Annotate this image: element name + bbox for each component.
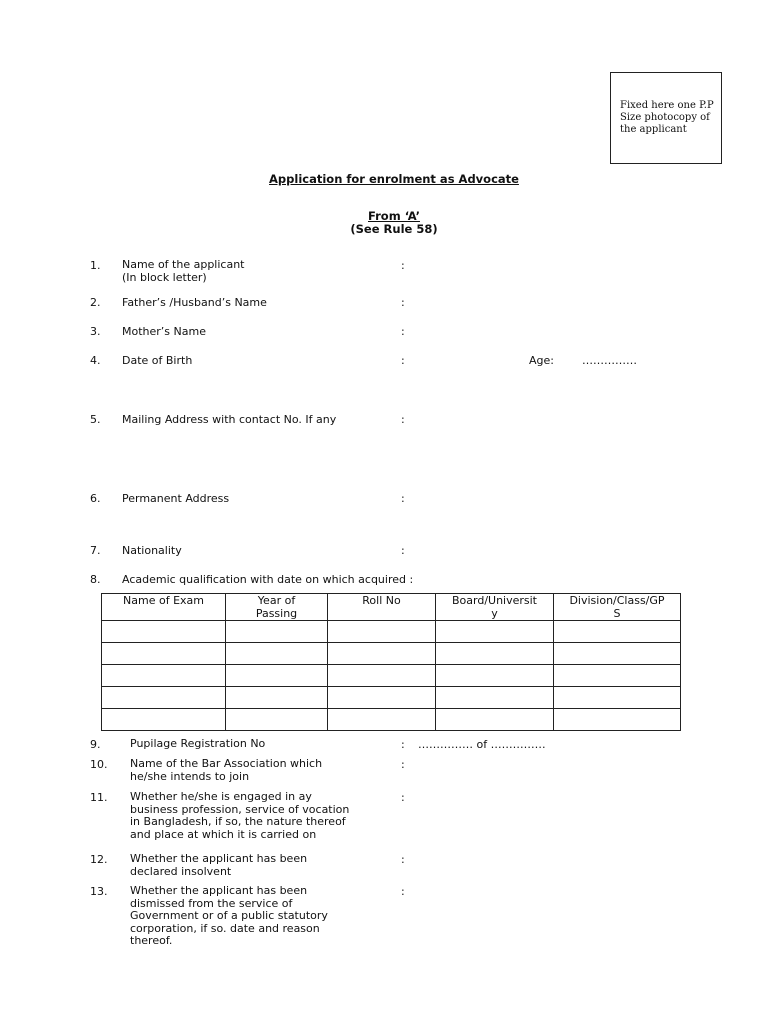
field-1-label-text: Name of the applicant: [122, 258, 245, 271]
field-11-label-line-1: Whether he/she is engaged in ay: [130, 790, 312, 803]
table-cell[interactable]: [226, 709, 328, 731]
field-13-label-line-5: thereof.: [130, 934, 173, 947]
field-11-number: 11.: [90, 791, 108, 804]
age-value: ……………: [582, 354, 637, 367]
photo-box-line-3: the applicant: [620, 124, 687, 135]
table-cell[interactable]: [328, 643, 436, 665]
field-6-number: 6.: [90, 492, 101, 505]
qualification-table: [101, 593, 681, 731]
photo-placeholder-box: [610, 72, 722, 164]
field-1-sublabel: (In block letter): [122, 270, 207, 284]
header-name-of-exam: [102, 594, 226, 621]
field-10-label-line-1: Name of the Bar Association which: [130, 757, 323, 770]
field-13-label-line-3: Government or of a public statutory: [130, 909, 328, 922]
field-2-number: 2.: [90, 296, 101, 309]
header-year-line-2: Passing: [255, 606, 298, 620]
field-13-label: [130, 885, 388, 948]
table-cell[interactable]: [226, 643, 328, 665]
field-12-label-line-2: declared insolvent: [130, 864, 232, 878]
table-cell[interactable]: [102, 621, 226, 643]
field-7-number: 7.: [90, 544, 101, 557]
table-row: [102, 621, 681, 643]
header-board-line-2: y: [491, 606, 498, 620]
field-2-colon: :: [401, 296, 405, 309]
header-year-of-passing: [226, 594, 328, 621]
field-5-number: 5.: [90, 413, 101, 426]
field-11-colon: :: [401, 791, 405, 804]
field-1-colon: :: [401, 259, 405, 272]
field-1-number: 1.: [90, 259, 101, 272]
field-10-colon: :: [401, 758, 405, 771]
table-cell[interactable]: [328, 709, 436, 731]
header-division-line-2: S: [613, 606, 621, 620]
table-cell[interactable]: [436, 709, 554, 731]
table-cell[interactable]: [102, 665, 226, 687]
header-board-line-1: Board/Universit: [451, 594, 537, 607]
page-title: Application for enrolment as Advocate: [269, 172, 519, 186]
field-13-label-line-1: Whether the applicant has been: [130, 884, 308, 897]
field-10-label-line-2: he/she intends to join: [130, 769, 250, 783]
field-11-label: [130, 791, 388, 841]
table-row: [102, 709, 681, 731]
table-cell[interactable]: [102, 643, 226, 665]
table-cell[interactable]: [436, 687, 554, 709]
field-12-label: [130, 853, 388, 878]
field-11-label-line-4: and place at which it is carried on: [130, 827, 317, 841]
field-13-colon: :: [401, 885, 405, 898]
field-2-label: Father’s /Husband’s Name: [122, 296, 267, 309]
field-7-label: Nationality: [122, 544, 182, 557]
field-6-label: Permanent Address: [122, 492, 230, 505]
form-name: From ‘A’: [368, 209, 420, 223]
field-10-number: 10.: [90, 758, 108, 771]
age-label: Age:: [529, 354, 554, 367]
table-cell[interactable]: [436, 621, 554, 643]
rule-reference: (See Rule 58): [350, 222, 438, 236]
field-9-label-line-1: Pupilage Registration No: [130, 737, 266, 750]
table-cell[interactable]: [328, 665, 436, 687]
table-cell[interactable]: [554, 621, 681, 643]
photo-box-line-2: Size photocopy of: [620, 112, 710, 123]
field-9-value: …………… of ……………: [418, 738, 546, 751]
field-4-label: Date of Birth: [122, 354, 193, 367]
header-year-line-1: Year of: [257, 594, 296, 607]
table-cell[interactable]: [328, 621, 436, 643]
table-cell[interactable]: [102, 709, 226, 731]
field-3-colon: :: [401, 325, 405, 338]
table-cell[interactable]: [554, 709, 681, 731]
field-6-colon: :: [401, 492, 405, 505]
field-11-label-line-3: in Bangladesh, if so, the nature thereof: [130, 815, 346, 828]
field-13-label-line-4: corporation, if so. date and reason: [130, 921, 320, 935]
field-9-label: [130, 738, 388, 751]
table-row: [102, 687, 681, 709]
table-cell[interactable]: [102, 687, 226, 709]
table-cell[interactable]: [554, 643, 681, 665]
table-cell[interactable]: [226, 665, 328, 687]
header-board-university: [436, 594, 554, 621]
field-9-colon: :: [401, 738, 405, 751]
field-11-label-line-2: business profession, service of vocation: [130, 802, 350, 816]
table-cell[interactable]: [226, 621, 328, 643]
field-4-colon: :: [401, 354, 405, 367]
field-5-label: Mailing Address with contact No. If any: [122, 413, 337, 426]
field-8-label: Academic qualification with date on which acquired :: [122, 573, 414, 586]
field-12-label-line-1: Whether the applicant has been: [130, 852, 308, 865]
field-12-colon: :: [401, 853, 405, 866]
table-cell[interactable]: [436, 665, 554, 687]
table-row: [102, 643, 681, 665]
field-13-label-line-2: dismissed from the service of: [130, 896, 293, 910]
table-row: [102, 665, 681, 687]
table-cell[interactable]: [436, 643, 554, 665]
photo-box-line-1: Fixed here one P.P: [620, 100, 714, 111]
field-1-label: [122, 259, 245, 284]
qualification-table-header-row: [102, 594, 681, 621]
field-13-number: 13.: [90, 885, 108, 898]
table-cell[interactable]: [554, 665, 681, 687]
header-roll-line-1: Roll No: [362, 594, 401, 607]
table-cell[interactable]: [554, 687, 681, 709]
header-name-of-exam-line-1: Name of Exam: [123, 594, 204, 607]
field-4-number: 4.: [90, 354, 101, 367]
field-3-number: 3.: [90, 325, 101, 338]
field-5-colon: :: [401, 413, 405, 426]
table-cell[interactable]: [328, 687, 436, 709]
header-roll-no: [328, 594, 436, 621]
table-cell[interactable]: [226, 687, 328, 709]
field-9-number: 9.: [90, 738, 101, 751]
field-7-colon: :: [401, 544, 405, 557]
header-division-class: [554, 594, 681, 621]
field-10-label: [130, 758, 388, 783]
field-12-number: 12.: [90, 853, 108, 866]
field-3-label: Mother’s Name: [122, 325, 206, 338]
header-division-line-1: Division/Class/GP: [569, 594, 665, 607]
field-8-number: 8.: [90, 573, 101, 586]
